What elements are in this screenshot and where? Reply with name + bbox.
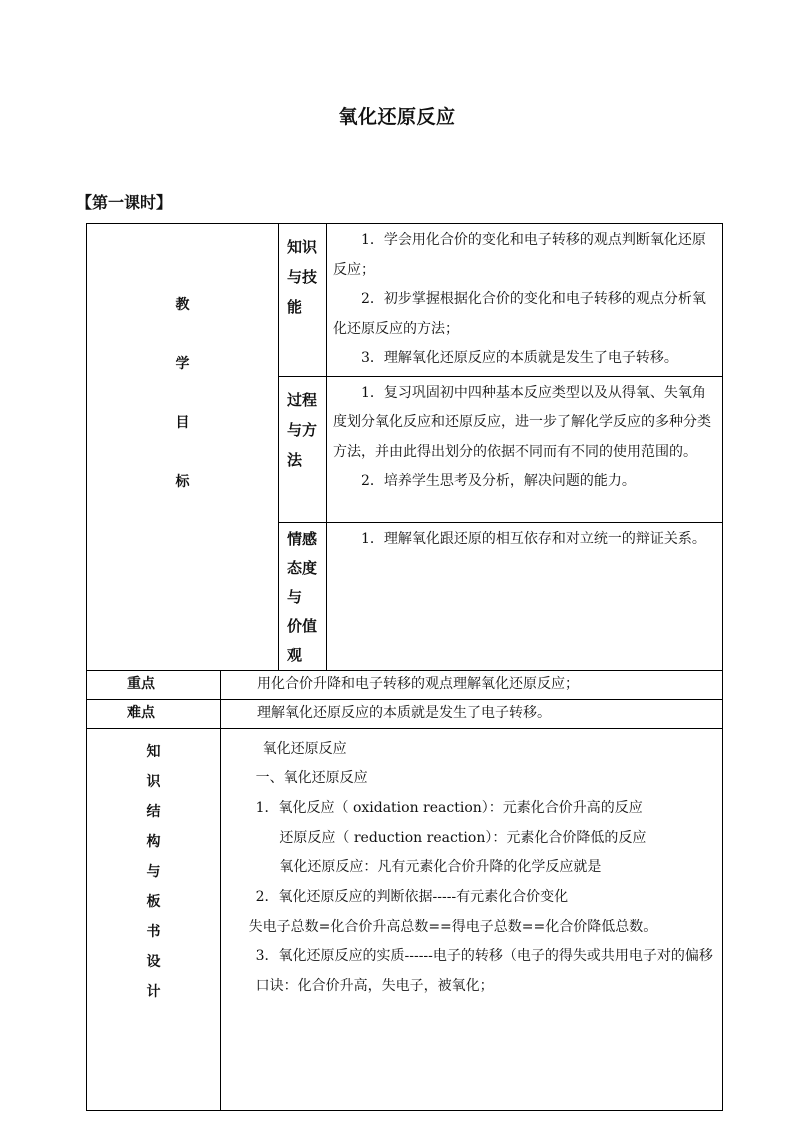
knowledge-structure-row (87, 728, 723, 1110)
goal-row-knowledge (87, 224, 723, 377)
process-method-label: 过程与方法 (279, 376, 327, 522)
board-line: 3．氧化还原反应的实质------电子的转移（电子的得失或共用电子对的偏移 (255, 948, 713, 965)
difficulty-text: 理解氧化还原反应的本质就是发生了电子转移。 (221, 699, 723, 728)
board-line: 1．氧化反应（ oxidation reaction）：元素化合价升高的反应 (255, 799, 643, 816)
board-line: 口诀：化合价升高，失电子，被氧化； (255, 978, 494, 995)
emotion-values-label-line: 价值观 (287, 616, 318, 664)
process-method-content (327, 376, 723, 522)
knowledge-structure-side-label (87, 728, 221, 1110)
knowledge-side-char: 结 (146, 803, 161, 820)
knowledge-side-char: 书 (146, 923, 161, 940)
goal-item: 1．复习巩固初中四种基本反应类型以及从得氧、失氧角度划分氧化反应和还原反应，进一步了解化学反应的多种分类方法，并由此得出划分的依据不同而有不同的使用范围的。 (333, 384, 711, 460)
knowledge-skills-label: 知识与技能 (279, 224, 327, 377)
knowledge-side-char: 设 (146, 953, 161, 970)
document-title: 氧化还原反应 (338, 106, 456, 128)
goals-side-char: 教 (175, 297, 190, 313)
knowledge-structure-content (221, 728, 723, 1110)
board-line: 2．氧化还原反应的判断依据-----有元素化合价变化 (255, 889, 569, 906)
board-line: 氧化还原反应：凡有元素化合价升降的化学反应就是 (279, 859, 602, 876)
board-line: 一、氧化还原反应 (255, 770, 368, 787)
goals-side-char: 目 (175, 415, 190, 431)
emotion-values-label-line: 情感态度与 (287, 529, 318, 606)
knowledge-skills-content (327, 224, 723, 377)
emotion-values-content (327, 522, 723, 670)
focus-label: 重点 (87, 670, 221, 699)
knowledge-side-char: 板 (146, 893, 161, 910)
goal-item: 3．理解氧化还原反应的本质就是发生了电子转移。 (361, 350, 678, 366)
difficulty-row (87, 699, 723, 728)
lesson-plan-table (86, 223, 723, 1111)
knowledge-side-char: 与 (146, 863, 161, 880)
goals-side-label (87, 224, 279, 671)
board-line: 氧化还原反应 (262, 740, 347, 757)
goal-item: 1．学会用化合价的变化和电子转移的观点判断氧化还原反应； (333, 232, 706, 278)
lesson-heading: 【第一课时】 (76, 193, 173, 212)
goals-side-char: 标 (175, 474, 190, 490)
focus-row (87, 670, 723, 699)
board-line: 失电子总数=化合价升高总数==得电子总数==化合价降低总数。 (248, 918, 658, 935)
focus-text: 用化合价升降和电子转移的观点理解氧化还原反应； (221, 670, 723, 699)
emotion-values-label (279, 522, 327, 670)
knowledge-side-char: 识 (146, 773, 161, 790)
goal-item: 1．理解氧化跟还原的相互依存和对立统一的辩证关系。 (361, 530, 706, 547)
goals-side-char: 学 (175, 356, 190, 372)
knowledge-side-char: 知 (146, 743, 161, 760)
board-line: 还原反应（ reduction reaction）：元素化合价降低的反应 (279, 829, 647, 846)
knowledge-side-char: 计 (146, 983, 161, 1000)
knowledge-side-char: 构 (146, 833, 161, 850)
goal-item: 2．培养学生思考及分析，解决问题的能力。 (361, 473, 636, 489)
difficulty-label: 难点 (87, 699, 221, 728)
goal-item: 2．初步掌握根据化合价的变化和电子转移的观点分析氧化还原反应的方法； (333, 291, 706, 337)
